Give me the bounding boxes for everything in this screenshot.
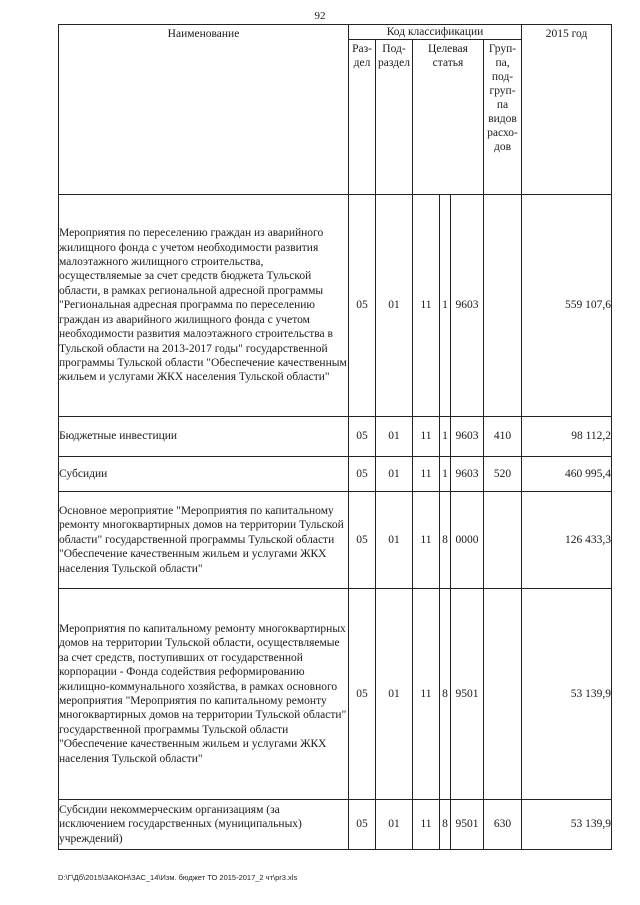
header-razdel: Раз- дел	[349, 40, 376, 195]
table-row	[59, 800, 612, 850]
row-name: Основное мероприятие "Мероприятия по капитальному ремонту многоквартирных домов на территории Тульской области" государственной программы Тульской области "Обеспечение качественным жильем и услугами ЖКХ населения Тульской области"	[59, 492, 349, 589]
row-target-3: 9501	[451, 800, 484, 850]
row-amount: 53 139,9	[522, 800, 612, 850]
row-razdel: 05	[349, 492, 376, 589]
row-target-3: 9603	[451, 417, 484, 457]
row-target-3: 0000	[451, 492, 484, 589]
row-group: 630	[484, 800, 522, 850]
row-target-2: 1	[440, 417, 451, 457]
row-name: Субсидии	[59, 457, 349, 492]
row-target-3: 9501	[451, 589, 484, 800]
row-amount: 460 995,4	[522, 457, 612, 492]
file-path-footer: D:\Г\Дб\2015\ЗАКОН\ЗАС_14\Изм. бюджет ТО 2015-2017_2 чт\pr3.xls	[58, 873, 298, 882]
row-target-1: 11	[413, 195, 440, 417]
header-group: Груп- па, под- груп- па видов расхо- дов	[484, 40, 522, 195]
page-number: 92	[314, 10, 326, 22]
table-row	[59, 492, 612, 589]
row-target-1: 11	[413, 457, 440, 492]
row-amount: 126 433,3	[522, 492, 612, 589]
table-row	[59, 457, 612, 492]
row-razdel: 05	[349, 417, 376, 457]
row-podrazdel: 01	[376, 417, 413, 457]
row-target-3: 9603	[451, 195, 484, 417]
row-group	[484, 589, 522, 800]
header-target: Целевая статья	[413, 40, 484, 195]
header-name: Наименование	[59, 25, 349, 195]
table-row	[59, 589, 612, 800]
row-razdel: 05	[349, 800, 376, 850]
header-classification: Код классификации	[349, 25, 522, 40]
row-amount: 53 139,9	[522, 589, 612, 800]
row-podrazdel: 01	[376, 457, 413, 492]
header-podrazdel: Под- раздел	[376, 40, 413, 195]
row-target-2: 8	[440, 589, 451, 800]
row-target-1: 11	[413, 800, 440, 850]
row-amount: 98 112,2	[522, 417, 612, 457]
header-year: 2015 год	[522, 25, 612, 195]
budget-table	[58, 24, 612, 850]
row-razdel: 05	[349, 457, 376, 492]
table-row	[59, 195, 612, 417]
row-target-1: 11	[413, 589, 440, 800]
row-name: Бюджетные инвестиции	[59, 417, 349, 457]
row-podrazdel: 01	[376, 492, 413, 589]
row-target-2: 8	[440, 492, 451, 589]
row-target-2: 1	[440, 195, 451, 417]
row-podrazdel: 01	[376, 589, 413, 800]
row-name: Субсидии некоммерческим организациям (за исключением государственных (муниципальных) учреждений)	[59, 800, 349, 850]
row-group: 520	[484, 457, 522, 492]
row-group: 410	[484, 417, 522, 457]
row-target-3: 9603	[451, 457, 484, 492]
row-razdel: 05	[349, 589, 376, 800]
row-target-1: 11	[413, 417, 440, 457]
row-podrazdel: 01	[376, 195, 413, 417]
row-podrazdel: 01	[376, 800, 413, 850]
row-target-2: 8	[440, 800, 451, 850]
row-name: Мероприятия по капитальному ремонту многоквартирных домов на территории Тульской области, осуществляемые за счет средств, поступивших от государственной корпорации - Фонда содействия реформированию жилищно-коммунального хозяйства, в рамках основного мероприятия "Мероприятия по капитальному ремонту многоквартирных домов на территории Тульской области" государственной программы Тульской области "Обеспечение качественным жильем и услугами ЖКХ населения Тульской области"	[59, 589, 349, 800]
row-target-2: 1	[440, 457, 451, 492]
table-row	[59, 417, 612, 457]
row-target-1: 11	[413, 492, 440, 589]
row-group	[484, 492, 522, 589]
row-amount: 559 107,6	[522, 195, 612, 417]
row-name: Мероприятия по переселению граждан из аварийного жилищного фонда с учетом необходимости развития малоэтажного жилищного строительства, осуществляемые за счет средств бюджета Тульской области, в рамках региональной адресной программы "Региональная адресная программа по переселению граждан из аварийного жилищного фонда с учетом необходимости развития малоэтажного строительства в Тульской области на 2013-2017 годы" государственной программы Тульской области "Обеспечение качественным жильем и услугами ЖКХ населения Тульской области"	[59, 195, 349, 417]
row-group	[484, 195, 522, 417]
row-razdel: 05	[349, 195, 376, 417]
